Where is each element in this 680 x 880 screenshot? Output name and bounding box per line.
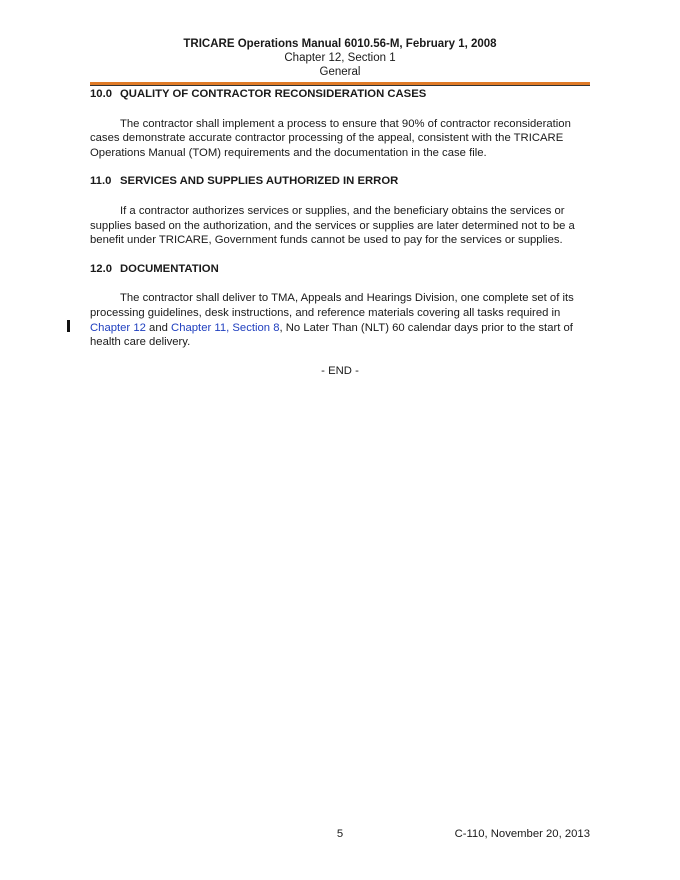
manual-title: TRICARE Operations Manual 6010.56-M, February 1, 2008 (183, 38, 497, 50)
section-subject: General (319, 66, 361, 78)
section-heading-10 (90, 87, 590, 102)
section-paragraph-11: If a contractor authorizes services or supplies, and the beneficiary obtains the services or supplies based on the authorization, and the services or supplies are later determined not to be a benefit under TRICARE, Government funds cannot be used to pay for the services or supplies. (90, 204, 575, 247)
change-info: C-110, November 20, 2013 (454, 828, 590, 840)
document-body (90, 87, 590, 378)
paragraph-text: and (145, 321, 172, 334)
section-heading-12 (90, 262, 590, 277)
section-paragraph-12 (90, 291, 590, 349)
section-paragraph-10: The contractor shall implement a process to ensure that 90% of contractor reconsideration cases demonstrate accurate contractor processing of the appeal, consistent with the TRICARE Operations Manual (TOM) requirements and the documentation in the case file. (90, 117, 571, 159)
end-marker: - END - (321, 364, 359, 377)
section-number: 12.0 (90, 262, 112, 275)
header-rule (90, 85, 590, 86)
paragraph-text: , No Later Than (NLT) 60 calendar days prior to the start of health care delivery. (90, 321, 573, 349)
page-number: 5 (336, 828, 344, 840)
section-title: QUALITY OF CONTRACTOR RECONSIDERATION CASES (120, 88, 427, 100)
chapter-11-link[interactable]: Chapter 11 (171, 321, 227, 334)
section-number: 10.0 (90, 88, 112, 100)
change-bar (67, 320, 70, 332)
section-number: 11.0 (90, 175, 112, 188)
paragraph-text: The contractor shall deliver to TMA, Appeals and Hearings Division, one complete set of its processing guidelines, desk instructions, and reference materials covering all tasks required in (90, 292, 574, 319)
section-title: DOCUMENTATION (120, 262, 219, 275)
link-separator: , (226, 321, 233, 334)
page-header (90, 37, 590, 79)
chapter-12-link[interactable]: Chapter 12 (90, 321, 146, 334)
chapter-section: Chapter 12, Section 1 (284, 52, 396, 64)
section-8-link[interactable]: Section 8 (232, 321, 280, 334)
section-heading-11 (90, 174, 590, 189)
section-title: SERVICES AND SUPPLIES AUTHORIZED IN ERROR (120, 175, 399, 188)
